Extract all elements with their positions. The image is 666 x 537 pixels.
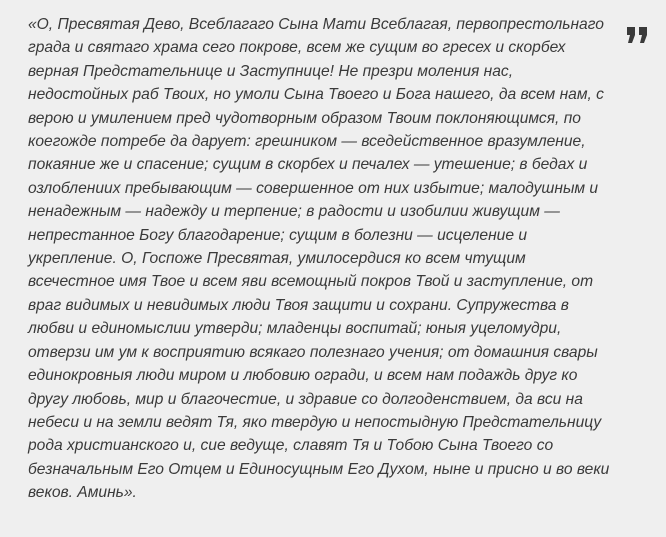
text-line: недостойных раб Твоих, но умоли Сына Твоего и Бога нашего, да всем нам, с	[28, 86, 604, 104]
text-line: озлоблениих пребывающим — совершенное от них избытие; малодушным и	[28, 179, 599, 197]
text-line: ненадежным — надежду и терпение; в радости и изобилии живущим —	[28, 203, 560, 221]
text-line: другу любовь, мир и благочестие, и здравие со долгоденствием, да вси на	[28, 390, 583, 408]
text-line: всечестное имя Твое и всем яви всемощный покров Твой и заступление, от	[28, 273, 594, 291]
text-line: единокровныя люди миром и любовию огради, и всем нам подаждь друг ко	[28, 367, 578, 385]
text-line: непрестанное Богу благодарение; сущим в болезни — исцеление и	[28, 226, 528, 244]
text-line: покаяние же и спасение; сущим в скорбех и печалех — утешение; в бедах и	[28, 156, 588, 174]
text-line: рода христианского и, сие ведуще, славят Тя и Тобою Сына Твоего со	[28, 437, 554, 455]
text-line: отверзи им ум к восприятию всякаго полезнаго учения; от домашния свары	[28, 343, 598, 361]
text-line: «О, Пресвятая Дево, Всеблагаго Сына Мати Всеблагая, первопрестольнаго	[28, 16, 604, 33]
text-line: любви и единомыслии утверди; младенцы воспитай; юныя уцеломудри,	[28, 320, 562, 338]
text-line: града и святаго храма сего покрове, всем же сущим во гресех и скорбех	[28, 39, 566, 57]
quote-mark-icon	[626, 26, 648, 44]
text-line: верою и умилением пред чудотворным образом Твоим поклоняющимся, по	[28, 109, 581, 127]
text-line: безначальным Его Отцем и Единосущным Его Духом, ныне и присно и во веки	[28, 460, 610, 478]
text-line: веков. Аминь».	[28, 484, 137, 502]
text-line: коегожде потребе да дарует: грешником — вседейственное вразумление,	[28, 133, 586, 151]
text-line: враг видимых и невидимых люди Твоя защити и сохрани. Супружества в	[28, 296, 569, 314]
text-line: небеси и на земли ведят Тя, яко твердую и непостыдную Предстательницу	[28, 413, 602, 431]
text-line: верная Предстательнице и Заступнице! Не презри моления нас,	[28, 62, 514, 80]
prayer-text	[28, 13, 618, 505]
text-line: укрепление. О, Госпоже Пресвятая, умилосердися ко всем чтущим	[28, 250, 526, 268]
